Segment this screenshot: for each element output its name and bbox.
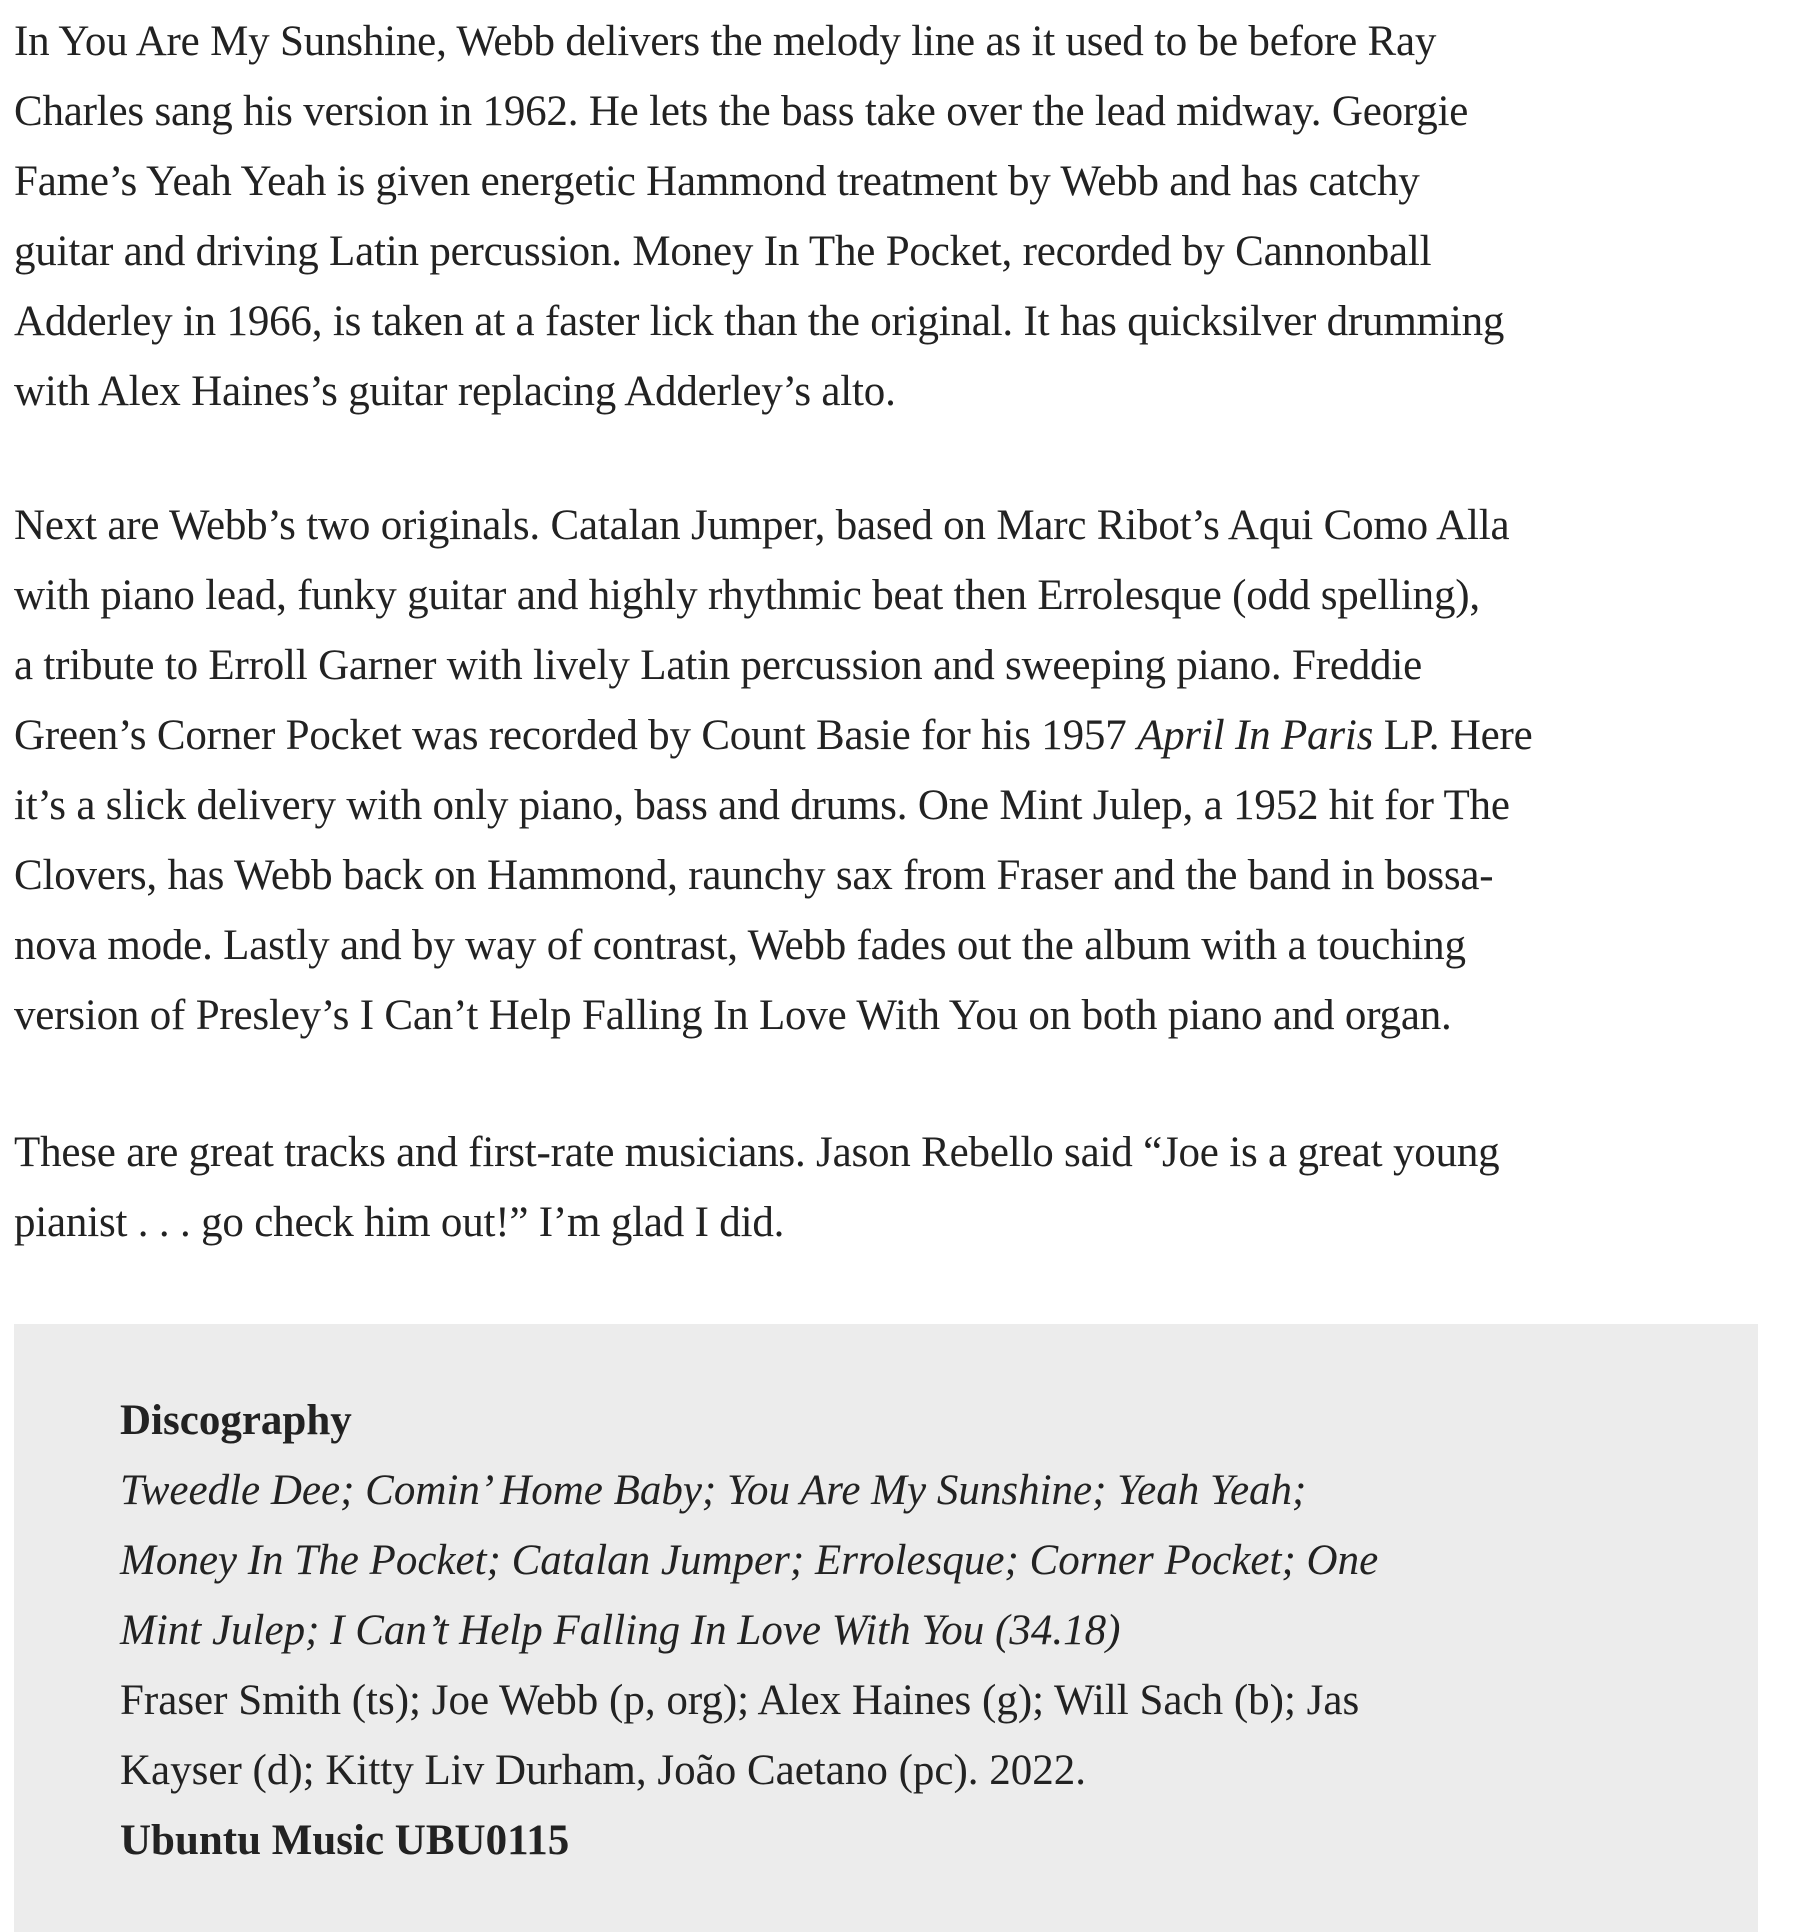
track-list: [120, 1456, 1680, 1666]
text-line: Next are Webb’s two originals. Catalan Jumper, based on Marc Ribot’s Aqui Como Alla: [14, 502, 1510, 549]
discography-title: Discography: [120, 1397, 352, 1444]
text-line: [14, 701, 1784, 771]
paragraph-sunshine: [14, 7, 1784, 427]
text-line: Charles sang his version in 1962. He lets the bass take over the lead midway. Georgie: [14, 88, 1469, 135]
paragraph-conclusion: [14, 1118, 1784, 1258]
text-line: pianist . . . go check him out!” I’m glad I did.: [14, 1199, 785, 1246]
paragraph-originals: [14, 491, 1784, 1051]
record-label: Ubuntu Music UBU0115: [120, 1817, 570, 1864]
text-line: it’s a slick delivery with only piano, bass and drums. One Mint Julep, a 1952 hit for The: [14, 782, 1510, 829]
text-line: a tribute to Erroll Garner with lively Latin percussion and sweeping piano. Freddie: [14, 642, 1422, 689]
discography-box: [14, 1324, 1758, 1932]
text-line: In You Are My Sunshine, Webb delivers the melody line as it used to be before Ray: [14, 18, 1437, 65]
track-list-line: Money In The Pocket; Catalan Jumper; Errolesque; Corner Pocket; One: [120, 1537, 1379, 1584]
album-title-april-in-paris: April In Paris: [1137, 712, 1374, 759]
personnel-line: Fraser Smith (ts); Joe Webb (p, org); Alex Haines (g); Will Sach (b); Jas: [120, 1677, 1360, 1724]
discography-content: [120, 1386, 1680, 1876]
personnel-line: Kayser (d); Kitty Liv Durham, João Caetano (pc). 2022.: [120, 1747, 1087, 1794]
track-list-line: Tweedle Dee; Comin’ Home Baby; You Are My Sunshine; Yeah Yeah;: [120, 1467, 1307, 1514]
text-line: Fame’s Yeah Yeah is given energetic Hammond treatment by Webb and has catchy: [14, 158, 1420, 205]
text-line: These are great tracks and first-rate musicians. Jason Rebello said “Joe is a great young: [14, 1129, 1500, 1176]
text-line: with piano lead, funky guitar and highly rhythmic beat then Errolesque (odd spelling),: [14, 572, 1480, 619]
text-fragment: Green’s Corner Pocket was recorded by Count Basie for his 1957: [14, 712, 1138, 759]
text-line: guitar and driving Latin percussion. Money In The Pocket, recorded by Cannonball: [14, 228, 1432, 275]
text-line: Adderley in 1966, is taken at a faster lick than the original. It has quicksilver drumming: [14, 298, 1505, 345]
text-line: Clovers, has Webb back on Hammond, raunchy sax from Fraser and the band in bossa-: [14, 852, 1494, 899]
text-fragment: LP. Here: [1373, 712, 1533, 759]
track-list-line: Mint Julep; I Can’t Help Falling In Love With You (34.18): [120, 1607, 1121, 1654]
text-line: with Alex Haines’s guitar replacing Adderley’s alto.: [14, 368, 896, 415]
text-line: nova mode. Lastly and by way of contrast, Webb fades out the album with a touching: [14, 922, 1466, 969]
personnel-list: [120, 1666, 1680, 1806]
text-line: version of Presley’s I Can’t Help Falling In Love With You on both piano and organ.: [14, 992, 1452, 1039]
